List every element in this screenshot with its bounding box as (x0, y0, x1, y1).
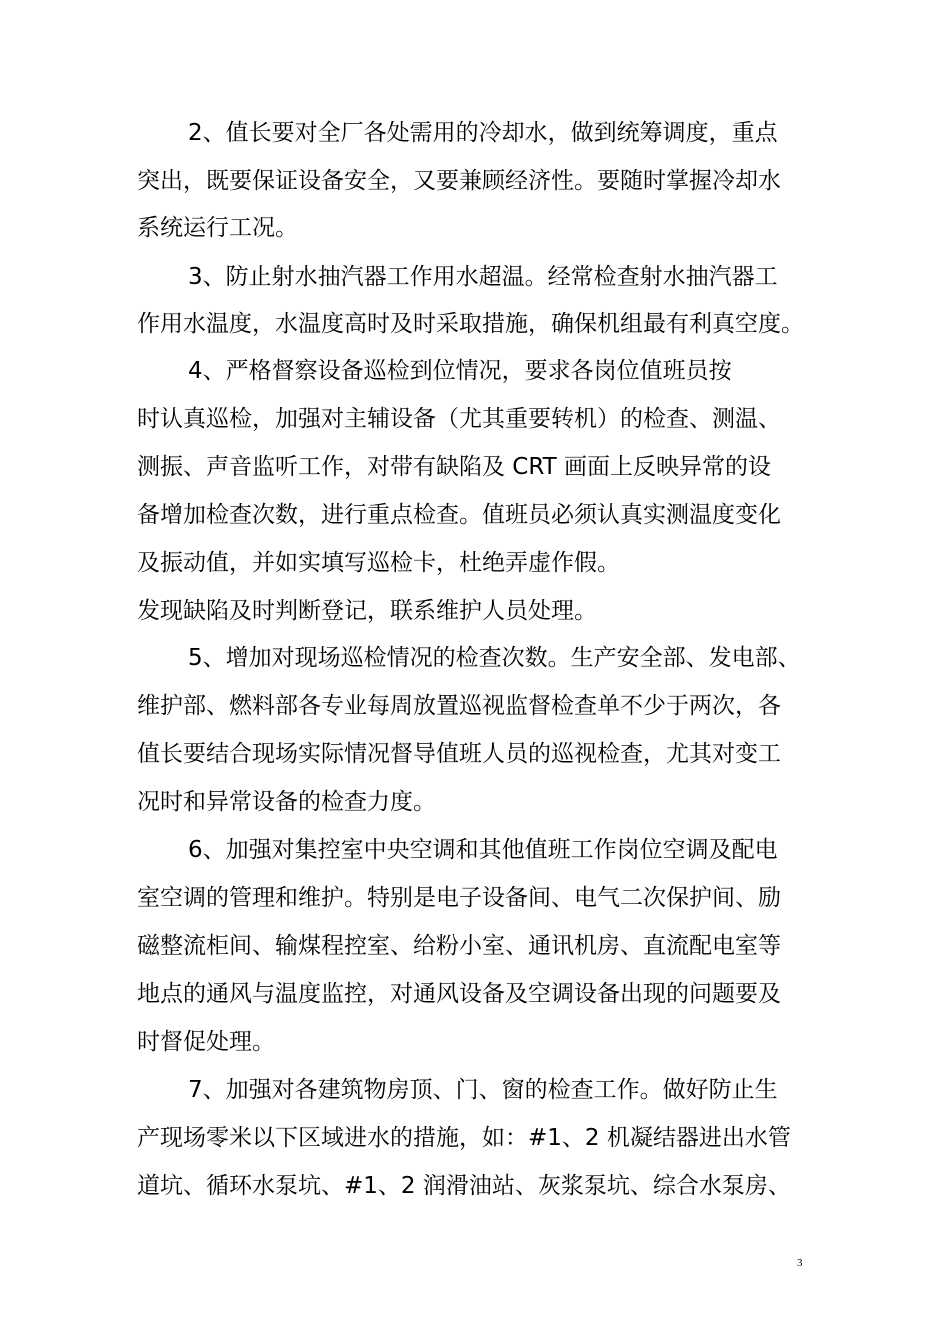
text-line: 备增加检查次数，进行重点检查。值班员必须认真实测温度变化 (137, 502, 781, 528)
text-line: 时督促处理。 (137, 1029, 275, 1055)
text-line: 时认真巡检，加强对主辅设备（尤其重要转机）的检查、测温、 (137, 406, 781, 432)
text-line: 道坑、循环水泵坑、#1、2 润滑油站、灰浆泵坑、综合水泵房、 (137, 1173, 791, 1199)
text-line: 测振、声音监听工作，对带有缺陷及 CRT 画面上反映异常的设 (137, 454, 772, 480)
text-line: 7、加强对各建筑物房顶、门、窗的检查工作。做好防止生 (188, 1077, 778, 1103)
text-line: 4、严格督察设备巡检到位情况，要求各岗位值班员按 (188, 358, 732, 384)
text-line: 3、防止射水抽汽器工作用水超温。经常检查射水抽汽器工 (188, 264, 778, 290)
text-line: 地点的通风与温度监控，对通风设备及空调设备出现的问题要及 (137, 981, 781, 1007)
text-line: 发现缺陷及时判断登记，联系维护人员处理。 (137, 598, 597, 624)
text-line: 室空调的管理和维护。特别是电子设备间、电气二次保护间、励 (137, 885, 781, 911)
page-number: 3 (797, 1257, 803, 1269)
text-line: 作用水温度，水温度高时及时采取措施，确保机组最有利真空度。 (137, 311, 804, 337)
text-line: 2、值长要对全厂各处需用的冷却水，做到统筹调度，重点 (188, 120, 778, 146)
text-line: 磁整流柜间、输煤程控室、给粉小室、通讯机房、直流配电室等 (137, 933, 781, 959)
text-line: 系统运行工况。 (137, 215, 298, 241)
text-line: 况时和异常设备的检查力度。 (137, 789, 436, 815)
text-line: 及振动值，并如实填写巡检卡，杜绝弄虚作假。 (137, 550, 620, 576)
text-line: 突出，既要保证设备安全，又要兼顾经济性。要随时掌握冷却水 (137, 168, 781, 194)
text-line: 值长要结合现场实际情况督导值班人员的巡视检查，尤其对变工 (137, 741, 781, 767)
text-line: 产现场零米以下区域进水的措施，如：#1、2 机凝结器进出水管 (137, 1125, 791, 1151)
text-line: 6、加强对集控室中央空调和其他值班工作岗位空调及配电 (188, 837, 778, 863)
text-line: 维护部、燃料部各专业每周放置巡视监督检查单不少于两次，各 (137, 693, 781, 719)
text-line: 5、增加对现场巡检情况的检查次数。生产安全部、发电部、 (188, 645, 801, 671)
